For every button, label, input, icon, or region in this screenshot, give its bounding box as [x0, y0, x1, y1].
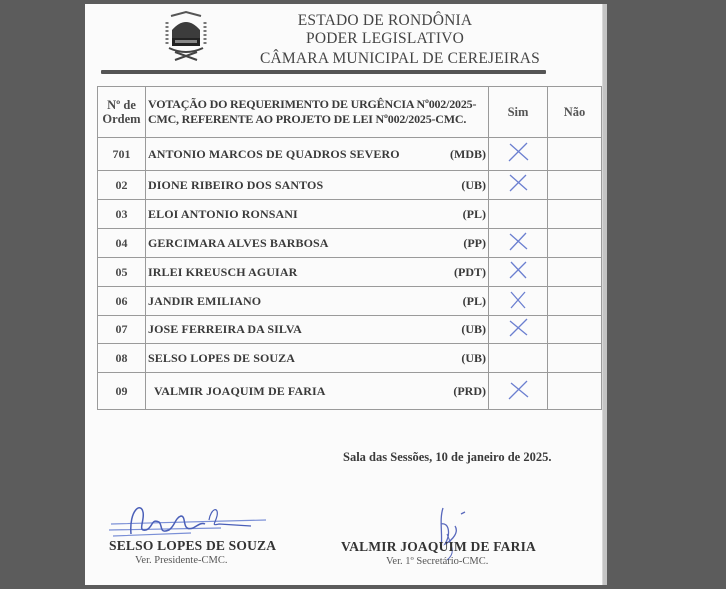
sim-cell[interactable]: [489, 171, 548, 200]
councillor-name: DIONE RIBEIRO DOS SANTOS: [148, 177, 324, 192]
sim-cell[interactable]: [489, 138, 548, 171]
vote-title-line2: CMC, REFERENTE AO PROJETO DE LEI Nº002/2025-CMC.: [148, 112, 467, 126]
sim-cell[interactable]: [489, 373, 548, 410]
nao-cell[interactable]: [548, 373, 602, 410]
row-name-cell: [146, 138, 489, 171]
signer-role-secretary: Ver. 1º Secretário-CMC.: [386, 556, 489, 567]
party: (UB): [461, 177, 486, 192]
vote-table: [97, 86, 602, 410]
x-mark-icon: [506, 378, 530, 400]
header-chamber: CÂMARA MUNICIPAL DE CEREJEIRAS: [259, 50, 540, 67]
councillor-name: GERCIMARA ALVES BARBOSA: [148, 235, 329, 250]
table-row: [98, 229, 602, 258]
table-row: [98, 287, 602, 316]
header-order: [98, 87, 146, 138]
row-order: 03: [98, 200, 146, 229]
nao-cell[interactable]: [548, 316, 602, 344]
sim-cell[interactable]: [489, 229, 548, 258]
row-name-cell: [146, 229, 489, 258]
sim-cell[interactable]: [489, 316, 548, 344]
councillor-name: IRLEI KREUSCH AGUIAR: [148, 264, 298, 279]
header-nao: Não: [548, 87, 602, 138]
party: (UB): [461, 322, 486, 336]
row-name-cell: [146, 373, 489, 410]
table-row: [98, 138, 602, 171]
row-order: 02: [98, 171, 146, 200]
header-state: ESTADO DE RONDÔNIA: [297, 12, 473, 29]
row-order: 701: [98, 138, 146, 171]
signer-role-president: Ver. Presidente-CMC.: [135, 555, 228, 566]
place-and-date: Sala das Sessões, 10 de janeiro de 2025.: [343, 450, 552, 464]
councillor-name: ELOI ANTONIO RONSANI: [148, 206, 298, 221]
x-mark-icon: [506, 288, 530, 310]
signer-name-president: SELSO LOPES DE SOUZA: [109, 538, 277, 553]
signature-president: [101, 500, 271, 542]
row-order: 08: [98, 344, 146, 373]
table-row: [98, 258, 602, 287]
councillor-name: SELSO LOPES DE SOUZA: [148, 350, 296, 365]
header-vote-title: [146, 87, 489, 138]
row-name-cell: [146, 258, 489, 287]
sim-cell[interactable]: [489, 344, 548, 373]
table-header-row: [98, 87, 602, 138]
document-page: [85, 4, 602, 585]
row-name-cell: [146, 171, 489, 200]
sim-cell[interactable]: [489, 287, 548, 316]
nao-cell[interactable]: [548, 287, 602, 316]
row-name-cell: [146, 287, 489, 316]
x-mark-icon: [506, 141, 530, 163]
row-name-cell: [146, 200, 489, 229]
header-power: PODER LEGISLATIVO: [306, 30, 464, 47]
x-mark-icon: [506, 172, 530, 194]
sim-cell[interactable]: [489, 200, 548, 229]
party: (MDB): [450, 146, 486, 161]
signature-secretary: [425, 504, 485, 564]
table-row: [98, 200, 602, 229]
row-order: 04: [98, 229, 146, 258]
party: (PP): [463, 235, 486, 250]
party: (PL): [462, 206, 486, 221]
councillor-name: VALMIR JOAQUIM DE FARIA: [154, 383, 326, 398]
nao-cell[interactable]: [548, 258, 602, 287]
row-name-cell: [146, 344, 489, 373]
vote-title-line1: VOTAÇÃO DO REQUERIMENTO DE URGÊNCIA Nº002/2025-: [148, 97, 477, 111]
header-order-line2: Ordem: [102, 112, 141, 126]
party: (PRD): [453, 383, 486, 398]
row-order: 09: [98, 373, 146, 410]
table-row: [98, 171, 602, 200]
nao-cell[interactable]: [548, 200, 602, 229]
nao-cell[interactable]: [548, 344, 602, 373]
nao-cell[interactable]: [548, 171, 602, 200]
coat-of-arms-icon: [161, 8, 211, 64]
party: (PDT): [454, 264, 486, 279]
table-row: [98, 373, 602, 410]
nao-cell[interactable]: [548, 229, 602, 258]
header-order-line1: Nº de: [107, 98, 136, 112]
row-order: 07: [98, 316, 146, 344]
table-row: [98, 344, 602, 373]
header-sim: Sim: [489, 87, 548, 138]
header-divider: [101, 70, 546, 74]
table-row: [98, 316, 602, 344]
party: (UB): [461, 350, 486, 365]
row-order: 06: [98, 287, 146, 316]
x-mark-icon: [506, 317, 530, 339]
row-name-cell: [146, 316, 489, 344]
signer-name-secretary: VALMIR JOAQUIM DE FARIA: [341, 539, 536, 554]
party: (PL): [462, 293, 486, 308]
councillor-name: JANDIR EMILIANO: [148, 293, 262, 308]
row-order: 05: [98, 258, 146, 287]
nao-cell[interactable]: [548, 138, 602, 171]
x-mark-icon: [506, 259, 530, 281]
councillor-name: ANTONIO MARCOS DE QUADROS SEVERO: [148, 146, 400, 161]
sim-cell[interactable]: [489, 258, 548, 287]
x-mark-icon: [506, 230, 530, 252]
councillor-name: JOSE FERREIRA DA SILVA: [148, 322, 302, 336]
